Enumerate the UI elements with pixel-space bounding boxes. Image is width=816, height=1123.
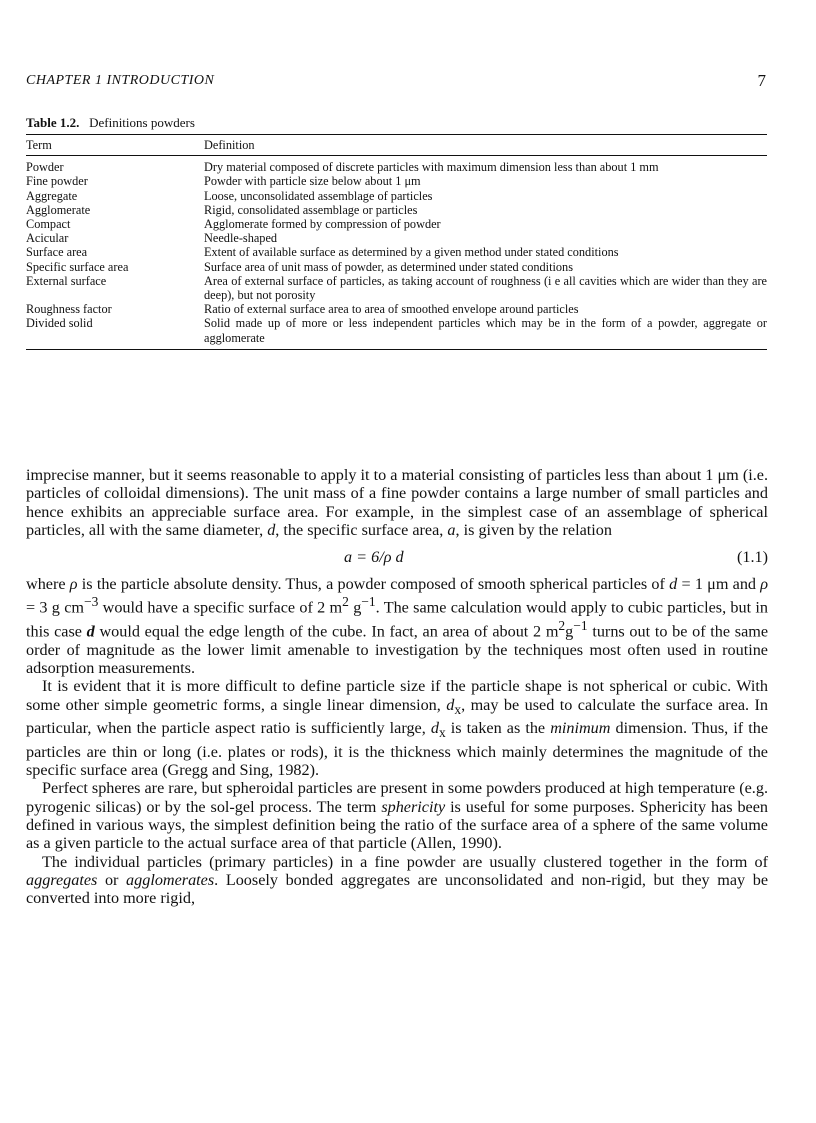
definition-cell: Needle-shaped [204,231,278,246]
term-cell: Acicular [26,231,69,246]
equation-1-1 [26,539,768,575]
table-row [26,245,767,259]
term-cell: Powder [26,160,64,175]
table-row [26,217,767,231]
table-row [26,156,767,175]
term-cell: Agglomerate [26,202,91,217]
term-cell: Aggregate [26,188,78,203]
definition-cell: Surface area of unit mass of powder, as determined under stated conditions [204,259,573,274]
definition-cell: Extent of available surface as determined by a given method under stated conditions [204,245,619,260]
definition-cell: Ratio of external surface area to area of smoothed envelope around particles [204,302,579,317]
column-header-term: Term [26,135,204,156]
equation-number: (1.1) [736,548,768,567]
table-caption-text: Definitions powders [89,115,195,130]
definition-cell: Loose, unconsolidated assemblage of particles [204,188,433,203]
paragraph: imprecise manner, but it seems reasonable to apply it to a material consisting of particles less than about 1 μm (i.e. particles of colloidal dimensions). The unit mass of a fine powder contains a large number of small particles and hence exhibits an appreciable surface area. For example, in the simplest case of an assemblage of spherical particles, all with the same diameter, d, the specific surface area, a, is given by the relation [26,466,768,539]
table-row [26,302,767,316]
table-caption-label: Table 1.2. [26,115,80,130]
term-cell: Fine powder [26,174,88,189]
table-row [26,203,767,217]
running-head: CHAPTER 1 INTRODUCTION [26,73,215,88]
paragraph: where ρ is the particle absolute density. Thus, a powder composed of smooth spherical particles of d = 1 μm and ρ = 3 g $cm^{-3}$ would have a specific surface of 2 $m^2$ $g^{-1}$. The same calculation would apply to cubic particles, but in this case d would equal the edge length of the cube. In fact, an area of about 2 $m^2g^{-1}$ turns out to be of the same order of magnitude as the lower limit amenable to investigation by the techniques most often used in routine adsorption measurements. [26,575,769,678]
definition-cell: Dry material composed of discrete particles with maximum dimension less than about 1 mm [204,160,659,175]
table-row [26,260,767,274]
column-header-definition: Definition [204,135,767,156]
page-number: 7 [757,71,766,90]
definition-cell: Solid made up of more or less independent particles which may be in the form of a powder, aggregate or agglomerate [204,316,767,345]
equation-formula: a = 6/ρ d [344,548,404,567]
table-row [26,231,767,245]
term-cell: Divided solid [26,316,93,331]
term-cell: External surface [26,273,107,288]
paragraph: The individual particles (primary particles) in a fine powder are usually clustered together in the form of aggregates or agglomerates. Loosely bonded aggregates are unconsolidated and non-rigid, but they may be converted into more rigid, [26,852,768,908]
page-header [26,73,766,93]
term-cell: Roughness factor [26,302,112,317]
table-row [26,174,767,188]
definition-cell: Powder with particle size below about 1 μm [204,174,421,189]
definitions-table [26,134,767,350]
definition-cell: Area of external surface of particles, as taking account of roughness (i e all cavities which are wider than they are deep), but not porosity [204,273,767,303]
definition-cell: Agglomerate formed by compression of powder [204,217,441,232]
table-header-row [26,135,767,156]
table-row [26,189,767,203]
term-cell: Compact [26,217,71,232]
term-cell: Surface area [26,245,88,260]
table-row [26,316,767,349]
paragraph: Perfect spheres are rare, but spheroidal particles are present in some powders produced at high temperature (e.g. pyrogenic silicas) or by the sol-gel process. The term sphericity is useful for some purposes. Sphericity has been defined in various ways, the simplest definition being the ratio of the surface area of a sphere of the same volume as a given particle to the actual surface area of that particle (Allen, 1990). [26,779,769,853]
paragraph: It is evident that it is more difficult to define particle size if the particle shape is not spherical or cubic. With some other simple geometric forms, a single linear dimension, $d_x$, may be used to calculate the surface area. In particular, when the particle aspect ratio is sufficiently large, $d_x$ is taken as the minimum dimension. Thus, if the particles are thin or long (i.e. plates or rods), it is the thickness which mainly determines the magnitude of the specific surface area (Gregg and Sing, 1982). [26,677,769,780]
term-cell: Specific surface area [26,259,129,274]
table-row [26,274,767,302]
definition-cell: Rigid, consolidated assemblage or particles [204,202,418,217]
body-text [26,466,768,907]
table-caption [26,115,195,131]
